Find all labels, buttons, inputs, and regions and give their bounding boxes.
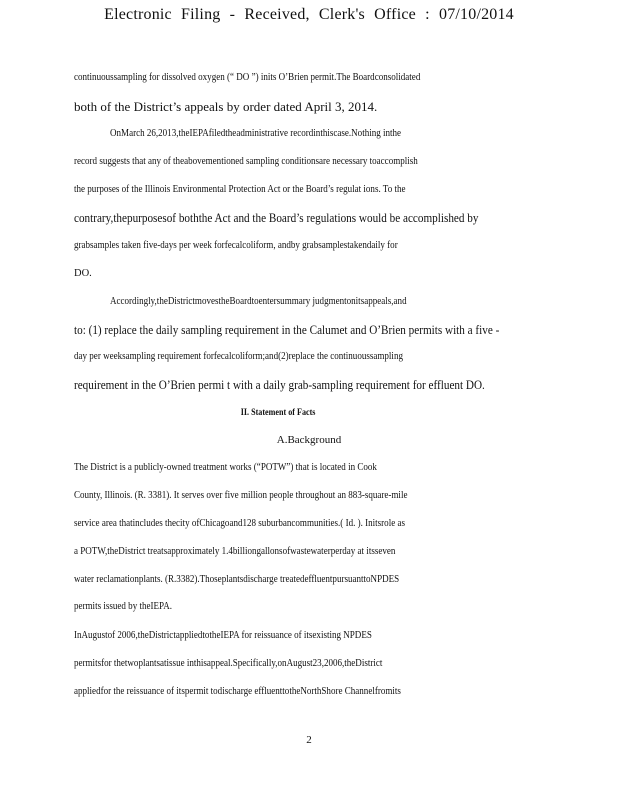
body-line-13: The District is a publicly-owned treatment works (“POTW”) that is located in Cook — [74, 462, 377, 473]
body-line-18: permits issued by theIEPA. — [74, 601, 172, 612]
section-heading-statement-of-facts: II. Statement of Facts — [240, 407, 316, 417]
body-line-20: permitsfor thetwoplantsatissue inthisappeal.Specifically,onAugust23,2006,theDistrict — [74, 658, 383, 669]
body-line-3: OnMarch 26,2013,theIEPAfiledtheadministrative recordinthiscase.Nothing inthe — [110, 128, 402, 139]
body-line-17: water reclamationplants. (R.3382).Thoseplantsdischarge treatedeffluentpursuanttoNPDES — [74, 574, 400, 585]
body-line-4: record suggests that any of theabovementioned sampling conditionsare necessary toaccomplish — [74, 156, 418, 167]
body-line-19: InAugustof 2006,theDistrictappliedtotheIEPA for reissuance of itsexisting NPDES — [74, 630, 372, 641]
body-line-10: to: (1) replace the daily sampling requirement in the Calumet and O’Brien permits with a five - — [74, 322, 500, 337]
body-line-5: the purposes of the Illinois Environmental Protection Act or the Board’s regulat ions. To the — [74, 184, 406, 195]
body-line-21: appliedfor the reissuance of itspermit todischarge effluenttotheNorthShore Channelfromits — [74, 686, 401, 697]
filing-stamp-header: Electronic Filing - Received, Clerk's Office : 07/10/2014 — [104, 6, 514, 23]
page-number: 2 — [306, 734, 312, 746]
body-line-16: a POTW,theDistrict treatsapproximately 1.4billiongallonsofwastewaterperday at itsseven — [74, 546, 396, 557]
body-line-9: Accordingly,theDistrictmovestheBoardtoentersummary judgmentonitsappeals,and — [110, 296, 407, 307]
body-line-1: continuoussampling for dissolved oxygen (“ DO ”) inits O’Brien permit.The Boardconsolidated — [74, 72, 421, 83]
body-line-7: grabsamples taken five-days per week forfecalcoliform, andby grabsamplestakendaily for — [74, 240, 398, 251]
subsection-heading-background: A.Background — [276, 434, 342, 446]
body-line-2: both of the District’s appeals by order dated April 3, 2014. — [74, 99, 378, 114]
body-line-12: requirement in the O’Brien permi t with a daily grab-sampling requirement for effluent DO. — [74, 377, 485, 392]
body-line-6: contrary,thepurposesof boththe Act and the Board’s regulations would be accomplished by — [74, 210, 479, 225]
body-line-11: day per weeksampling requirement forfecalcoliform;and(2)replace the continuoussampling — [74, 351, 403, 362]
body-line-14: County, Illinois. (R. 3381). It serves over five million people throughout an 883-square-mile — [74, 490, 408, 501]
body-line-8: DO. — [74, 268, 92, 279]
body-line-15: service area thatincludes thecity ofChicagoand128 suburbancommunities.( Id. ). Initsrole as — [74, 518, 406, 529]
